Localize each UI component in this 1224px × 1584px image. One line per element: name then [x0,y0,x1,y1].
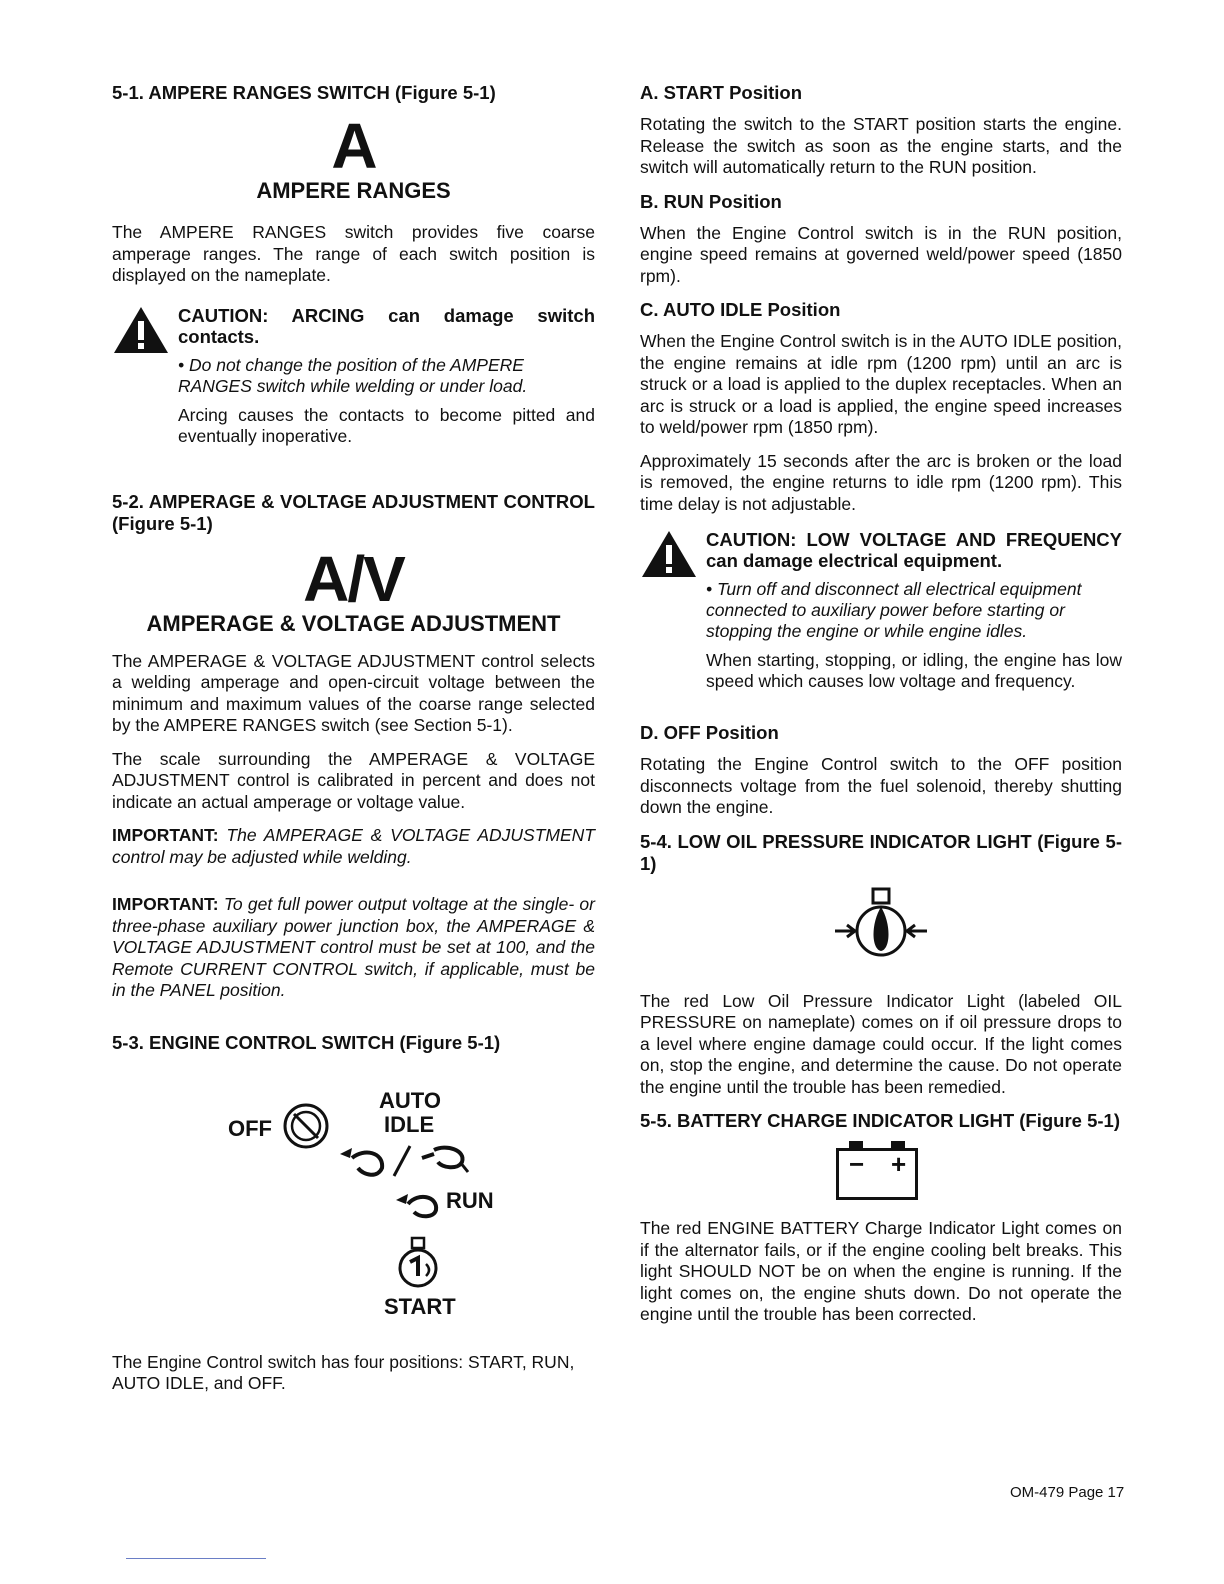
caution-arcing-bullet: • Do not change the position of the AMPERE RANGES switch while welding or under load. [178,354,528,396]
important-text-2: To get full power output voltage at the single- or three-phase auxiliary power junction box, the AMPERAGE & VOLTAGE ADJUSTMENT control must be set at 100, and the Remote CURRENT CONTROL switch, if applicable, must be in the PANEL position. [112,894,595,1000]
battery-terminal-left [849,1141,863,1149]
start-position-paragraph: Rotating the switch to the START position starts the engine. Release the switch as soon as the engine starts, and the switch will automatically return to the RUN position. [640,114,1122,177]
section-5-5-heading: 5-5. BATTERY CHARGE INDICATOR LIGHT (Figure 5-1) [640,1110,1120,1131]
page-footer: OM-479 Page 17 [1010,1484,1125,1501]
off-position-paragraph: Rotating the Engine Control switch to the OFF position disconnects voltage from the fuel solenoid, thereby shutting down the engine. [640,754,1122,817]
ampere-ranges-symbol [112,110,595,204]
engine-off-icon [282,1102,330,1150]
warning-icon [112,305,170,355]
section-5-4-heading: 5-4. LOW OIL PRESSURE INDICATOR LIGHT (Figure 5-1) [640,830,1122,874]
run-position-paragraph: When the Engine Control switch is in the RUN position, engine speed remains at governed weld/power speed (1850 rpm). [640,222,1122,286]
section-5-2-paragraph-1: The AMPERAGE & VOLTAGE ADJUSTMENT control selects a welding amperage and open-circuit voltage between the minimum and maximum values of the coarse range selected by the AMPERE RANGES switch (see Section 5-1). [112,650,595,735]
battery-terminal-right [891,1141,905,1149]
start-position-heading: A. START Position [640,82,803,103]
warning-icon [640,529,698,579]
caution-low-voltage [640,529,1122,692]
off-position-heading: D. OFF Position [640,722,779,743]
caution-low-voltage-bullet: • Turn off and disconnect all electrical equipment connected to auxiliary power before starting or stopping the engine or while engine idles. [706,579,1082,641]
caution-low-voltage-body: When starting, stopping, or idling, the engine has low speed which causes low voltage and frequency. [706,650,1122,691]
important-label-2: IMPORTANT: [112,894,219,914]
ampere-ranges-label: AMPERE RANGES [256,178,451,203]
section-5-2-paragraph-2: The scale surrounding the AMPERAGE & VOLTAGE ADJUSTMENT control is calibrated in percent and does not indicate an actual amperage or voltage value. [112,748,595,812]
label-off: OFF [228,1115,272,1141]
oil-pressure-icon [831,885,931,965]
start-icon [396,1236,440,1290]
label-auto: AUTO [379,1087,441,1113]
important-note-1 [112,825,595,868]
auto-idle-icon [334,1128,484,1182]
important-note-2 [112,894,595,1002]
important-text-1: The AMPERAGE & VOLTAGE ADJUSTMENT control may be adjusted while welding. [112,825,595,867]
bottom-rule [126,1558,266,1559]
auto-idle-position-heading: C. AUTO IDLE Position [640,299,841,320]
caution-arcing [112,305,595,447]
caution-arcing-title: CAUTION: ARCING can damage switch contacts. [178,304,595,347]
section-5-1-paragraph: The AMPERE RANGES switch provides five coarse amperage ranges. The range of each switch position is displayed on the nameplate. [112,222,595,285]
av-adjust-label: AMPERAGE & VOLTAGE ADJUSTMENT [146,610,561,636]
auto-idle-paragraph-1: When the Engine Control switch is in the AUTO IDLE position, the engine remains at idle rpm (1200 rpm) until an arc is struck or a load is applied to the duplex receptacles. When an arc is struck or a load is applied, the engine speed increases to weld/power rpm (1850 rpm). [640,331,1122,437]
caution-arcing-body: Arcing causes the contacts to become pitted and eventually inoperative. [178,404,595,446]
engine-control-diagram [112,1064,595,1332]
label-run: RUN [446,1187,494,1213]
left-column [112,82,595,1407]
auto-idle-paragraph-2: Approximately 15 seconds after the arc is broken or the load is removed, the engine returns to idle rpm (1200 rpm). This time delay is not adjustable. [640,450,1122,514]
oil-pressure-symbol [640,885,1122,977]
av-glyph: A/V [303,542,404,615]
caution-low-voltage-title: CAUTION: LOW VOLTAGE AND FREQUENCY can damage electrical equipment. [706,529,1122,571]
section-5-5-paragraph: The red ENGINE BATTERY Charge Indicator Light comes on if the alternator fails, or if the engine cooling belt breaks. This light SHOULD NOT be on when the engine is running. If the light comes on, the engine shuts down. Do not operate the engine until the trouble has been corrected. [640,1218,1122,1324]
av-adjust-symbol [112,542,595,637]
label-idle: IDLE [384,1111,435,1137]
ampere-glyph: A [331,110,376,182]
label-start: START [384,1293,456,1319]
section-5-3-heading: 5-3. ENGINE CONTROL SWITCH (Figure 5-1) [112,1031,501,1053]
section-5-3-paragraph: The Engine Control switch has four positions: START, RUN, AUTO IDLE, and OFF. [112,1351,575,1393]
important-label-1: IMPORTANT: [112,825,219,845]
section-5-4-paragraph: The red Low Oil Pressure Indicator Light (labeled OIL PRESSURE on nameplate) comes on if oil pressure drops to a level where engine damage could occur. If the light comes on, stop the engine, and determine the cause. Do not operate the engine until the trouble has been remedied. [640,990,1122,1097]
battery-plus-sign: + [891,1149,907,1179]
battery-symbol [640,1142,1122,1210]
section-5-2-heading: 5-2. AMPERAGE & VOLTAGE ADJUSTMENT CONTROL (Figure 5-1) [112,490,595,534]
battery-minus-sign: − [849,1149,865,1179]
section-5-1-heading: 5-1. AMPERE RANGES SWITCH (Figure 5-1) [112,82,496,103]
run-position-heading: B. RUN Position [640,190,782,212]
run-icon [392,1184,442,1220]
battery-icon [836,1148,918,1200]
right-column [640,82,1122,1338]
